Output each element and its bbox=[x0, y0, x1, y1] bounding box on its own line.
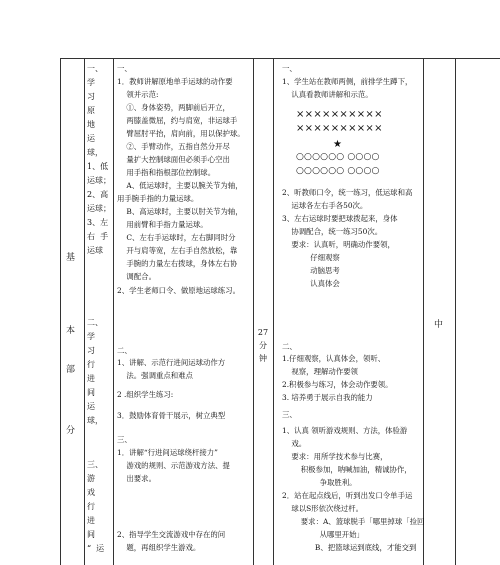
student-step-line: 1.仔细观察，认真体会，领听、 bbox=[282, 354, 386, 363]
teacher-step-line: 2、学生老师口令、做原地运球练习。 bbox=[117, 286, 240, 295]
student-step-line: 要求：认真听，明确动作要领， bbox=[282, 240, 395, 249]
section-title: 一、 bbox=[282, 64, 297, 73]
student-step-line: 要求：用所学技术参与比赛， bbox=[282, 452, 388, 461]
section-title: 三、 bbox=[117, 435, 132, 444]
teacher-step-line: 出要求。 bbox=[117, 474, 156, 483]
column-divider bbox=[455, 58, 456, 565]
teacher-step-line: 1．教师讲解原地单手运球的动作要 bbox=[117, 77, 233, 86]
student-step-line: 协调配合，统一练习50次。 bbox=[282, 227, 383, 236]
teacher-step-line: 3．鼓励体育骨干展示，树立典型 bbox=[117, 411, 226, 420]
section-title: 二、 bbox=[282, 342, 297, 351]
column-divider bbox=[84, 58, 85, 565]
teacher-step-line: 调配合。 bbox=[117, 272, 156, 281]
teacher-step-line: 题，再组织学生游戏。 bbox=[117, 543, 201, 552]
student-step-line: B、把篮球运到底线，才能交到 bbox=[282, 543, 417, 552]
student-step-line: 积极参加，呐喊加油，精诚协作， bbox=[282, 465, 412, 474]
student-step-line: 3. 培养勇于展示自我的能力 bbox=[282, 393, 373, 402]
student-step-line: 仔细观察 bbox=[282, 253, 340, 262]
teacher-step-line: 用手腕手指的力量运球。 bbox=[117, 194, 199, 203]
teacher-step-line: A、低运球时，主要以腕关节为轴， bbox=[117, 181, 243, 190]
part-label-char: 部 bbox=[66, 365, 76, 375]
teacher-step-line: 2 .组织学生练习: bbox=[117, 390, 174, 399]
column-divider bbox=[113, 58, 114, 565]
part-label-char: 本 bbox=[66, 326, 76, 336]
student-step-line: 1、学生站在教师两侧，前排学生蹲下， bbox=[282, 77, 413, 86]
teacher-step-line: 1、讲解、示范行进间运球动作方 bbox=[117, 358, 226, 367]
teacher-step-line: 领并示范: bbox=[117, 90, 159, 99]
formation-row-students: ×××××××××× bbox=[296, 109, 383, 120]
part-label-char: 基 bbox=[66, 253, 76, 263]
formation-row-circles: ○○○○○○ ○○○○ bbox=[296, 152, 380, 162]
student-step-line: 运球各左右手各50次。 bbox=[282, 201, 368, 210]
student-step-line: 2.积极参与练习，体会动作要领。 bbox=[282, 380, 393, 389]
teacher-step-line: C、左右手运球时，左右脚同时分 bbox=[117, 233, 236, 242]
student-step-line: 从哪里开始」 bbox=[282, 530, 364, 539]
student-step-line: 球以S形依次绕过杆。 bbox=[282, 504, 363, 513]
teacher-step-line: 1．讲解“行进间运球绕杆接力” bbox=[117, 448, 218, 457]
student-step-line: 要求：A、篮球脱手「哪里掉球「捡回 bbox=[282, 517, 425, 526]
column-divider bbox=[423, 58, 424, 565]
section-title: 三、 bbox=[282, 410, 297, 419]
teacher-star-icon: ★ bbox=[333, 139, 342, 150]
teacher-step-line: 2、指导学生交流游戏中存在的问 bbox=[117, 530, 226, 539]
time-allocation: 27 分 钟 bbox=[257, 328, 269, 363]
student-step-line: 1、认真 领听游戏规则、方法，体验游 bbox=[282, 426, 408, 435]
student-step-line: 3、左右运球时要把球拨起来，身体 bbox=[282, 214, 398, 223]
student-step-line: 争取胜利。 bbox=[282, 478, 357, 487]
section-title: 一、 bbox=[117, 64, 132, 73]
teacher-step-line: 法。强调重点和难点 bbox=[117, 371, 193, 380]
student-step-line: 戏。 bbox=[282, 439, 307, 448]
student-step-line: 动脑思考 bbox=[282, 266, 340, 275]
table-top-border bbox=[60, 58, 500, 59]
teacher-step-line: 游戏的规则、示范游戏方法、提 bbox=[117, 461, 230, 470]
formation-row-circles: ○○○○○○ ○○○○ bbox=[296, 166, 380, 176]
topic-game: 三、 游 戏 行 进 间 “ 运 bbox=[87, 460, 105, 553]
student-step-line: 视察，理解动作要领 bbox=[282, 367, 358, 376]
teacher-step-line: 手腕的力量左右拨球，身体左右协 bbox=[117, 259, 238, 268]
teacher-step-line: 开与肩等宽，左右手自然放松，靠 bbox=[117, 246, 238, 255]
teacher-step-line: 用手指和指根部位控制球。 bbox=[117, 168, 216, 177]
teacher-step-line: ②、手臂动作，五指自然分开尽 bbox=[117, 142, 230, 151]
teacher-step-line: 用前臂和手指力量运球。 bbox=[117, 220, 208, 229]
topic-moving-dribble: 二、 学 习 行 进 间 运 球， bbox=[87, 318, 103, 425]
student-step-line: 认真看教师讲解和示范。 bbox=[282, 90, 373, 99]
column-divider bbox=[253, 58, 254, 565]
teacher-step-line: 两膝盖微屈，约与肩宽，非运球手 bbox=[117, 116, 238, 125]
student-step-line: 2、听教师口令，统一练习，低运球和高 bbox=[282, 188, 413, 197]
column-divider bbox=[273, 58, 274, 565]
teacher-step-line: ①、身体姿势，两脚前后开立， bbox=[117, 103, 230, 112]
formation-row-students: ×××××××××× bbox=[296, 123, 383, 134]
student-step-line: 2．站在起点线后，听到出发口令单手运 bbox=[282, 491, 413, 500]
teacher-step-line: B、高运球时，主要以肘关节为轴， bbox=[117, 207, 243, 216]
section-title: 二、 bbox=[117, 346, 132, 355]
student-step-line: 认真体会 bbox=[282, 279, 340, 288]
topic-original-dribble: 一、 学 习 原 地 运 球， 1、低 运球； 2、高 运球； 3、左 右 手 运球 bbox=[87, 64, 111, 255]
teacher-step-line: 臂屈肘平抬，肩向前，用以保护球。 bbox=[117, 129, 245, 138]
teacher-step-line: 量扩大控制球面但必须手心空出 bbox=[117, 155, 230, 164]
part-label-char: 分 bbox=[66, 426, 76, 436]
table-left-border bbox=[60, 58, 61, 565]
intensity-label: 中 bbox=[434, 320, 444, 330]
